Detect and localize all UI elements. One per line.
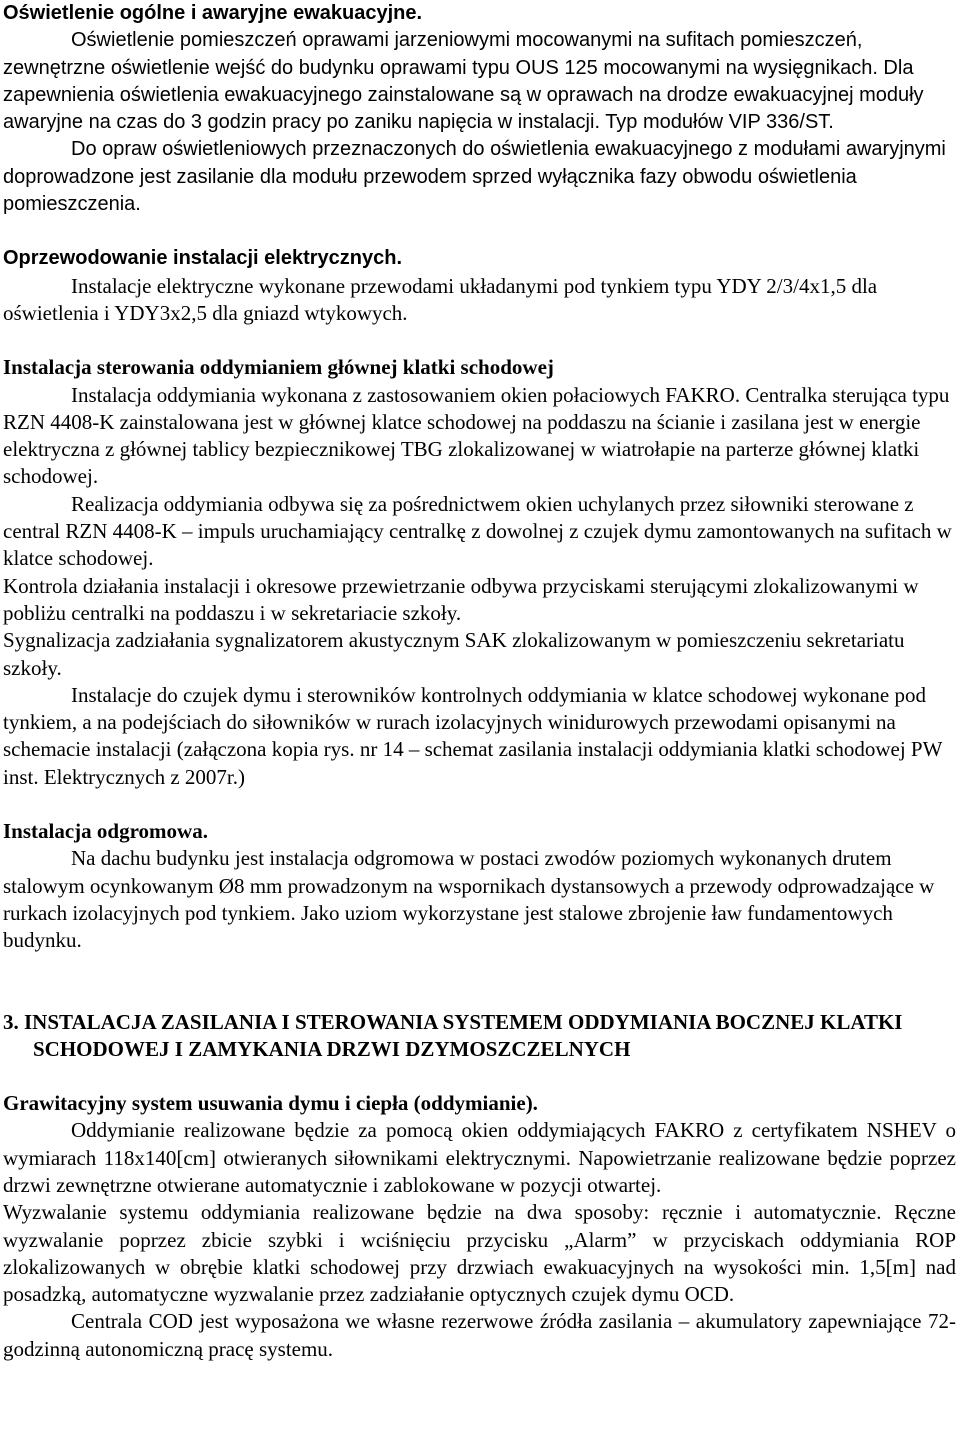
paragraph-gravity-1: Oddymianie realizowane będzie za pomocą okien oddymiających FAKRO z certyfikatem NSHEV o wymiarach 118x140[cm] otwieranych siłownikami elektrycznymi. Napowietrzanie realizowane będzie poprzez drzwi zewnętrzne otwierane automatycznie i zablokowane w pozycji otwartej.	[3, 1118, 956, 1197]
paragraph-lighting-1: Oświetlenie pomieszczeń oprawami jarzeniowymi mocowanymi na sufitach pomieszczeń, zewnętrzne oświetlenie wejść do budynku oprawami typu OUS 125 mocowanymi na wysięgnikach. Dla zapewnienia oświetlenia ewakuacyjnego zainstalowane są w oprawach na drodze ewakuacyjnej moduły awaryjne na czas do 3 godzin pracy po zaniku napięcia w instalacji. Typ modułów VIP 336/ST.	[3, 29, 924, 134]
section-wiring	[3, 245, 956, 327]
paragraph-gravity-3: Centrala COD jest wyposażona we własne rezerwowe źródła zasilania – akumulatory zapewniające 72-godzinną autonomiczną pracę systemu.	[3, 1309, 956, 1361]
section-chapter-3	[3, 1009, 956, 1064]
section-gravity-smoke	[3, 1090, 956, 1363]
chapter-3-title: 3. INSTALACJA ZASILANIA I STEROWANIA SYSTEMEM ODDYMIANIA BOCZNEJ KLATKI SCHODOWEJ I ZAMYKANIA DRZWI DZYMOSZCZELNYCH	[3, 1009, 903, 1061]
paragraph-smoke-5: Instalacje do czujek dymu i sterowników kontrolnych oddymiania w klatce schodowej wykonane pod tynkiem, a na podejściach do siłowników w rurach izolacyjnych winidurowych przewodami opisanymi na schemacie instalacji (załączona kopia rys. nr 14 – schemat zasilania instalacji oddymiania klatki schodowej PW inst. Elektrycznych z 2007r.)	[3, 682, 943, 789]
paragraph-smoke-1: Instalacja oddymiania wykonana z zastosowaniem okien połaciowych FAKRO. Centralka sterująca typu RZN 4408-K zainstalowana jest w głównej klatce schodowej na poddaszu na ścianie i zasilana jest w energie elektryczna z głównej tablicy bezpiecznikowej TBG zlokalizowanej w wiatrołapie na parterze głównej klatki schodowej.	[3, 382, 950, 489]
section-lightning-protection	[3, 818, 956, 954]
section-lighting	[3, 0, 956, 218]
paragraph-gravity-2: Wyzwalanie systemu oddymiania realizowane będzie na dwa sposoby: ręcznie i automatycznie. Ręczne wyzwalanie poprzez zbicie szybki i wciśnięciu przycisku „Alarm” w przyciskach oddymiania ROP zlokalizowanych w obrębie klatki schodowej przy drzwiach ewakuacyjnych na wysokości min. 1,5[m] nad posadzką, automatyczne wyzwalanie przez zadziałanie optycznych czujek dymu OCD.	[3, 1200, 956, 1307]
paragraph-smoke-3: Kontrola działania instalacji i okresowe przewietrzanie odbywa przyciskami sterującymi zlokalizowanymi w pobliżu centralki na poddaszu i w sekretariacie szkoły.	[3, 573, 919, 625]
heading-gravity-smoke: Grawitacyjny system usuwania dymu i ciepła (oddymianie).	[3, 1091, 538, 1116]
heading-wiring: Oprzewodowanie instalacji elektrycznych.	[3, 247, 403, 270]
paragraph-lightning-1: Na dachu budynku jest instalacja odgromowa w postaci zwodów poziomych wykonanych drutem stalowym ocynkowanym Ø8 mm prowadzonym na wspornikach dystansowych a przewody odprowadzające w rurkach izolacyjnych pod tynkiem. Jako uziom wykorzystane jest stalowe zbrojenie ław fundamentowych budynku.	[3, 846, 935, 953]
paragraph-wiring-1: Instalacje elektryczne wykonane przewodami układanymi pod tynkiem typu YDY 2/3/4x1,5 dla oświetlenia i YDY3x2,5 dla gniazd wtykowych.	[3, 273, 878, 325]
heading-smoke-control: Instalacja sterowania oddymianiem głównej klatki schodowej	[3, 355, 554, 380]
paragraph-smoke-2: Realizacja oddymiania odbywa się za pośrednictwem okien uchylanych przez siłowniki sterowane z central RZN 4408-K – impuls uruchamiający centralkę z dowolnej z czujek dymu zamontowanych na sufitach w klatce schodowej.	[3, 491, 952, 571]
heading-lighting: Oświetlenie ogólne i awaryjne ewakuacyjne.	[3, 2, 423, 24]
paragraph-smoke-4: Sygnalizacja zadziałania sygnalizatorem akustycznym SAK zlokalizowanym w pomieszczeniu sekretariatu szkoły.	[3, 628, 905, 680]
section-smoke-control	[3, 354, 956, 791]
paragraph-lighting-2: Do opraw oświetleniowych przeznaczonych do oświetlenia ewakuacyjnego z modułami awaryjnymi doprowadzone jest zasilanie dla modułu przewodem sprzed wyłącznika fazy obwodu oświetlenia pomieszczenia.	[3, 138, 946, 216]
heading-lightning-protection: Instalacja odgromowa.	[3, 819, 208, 844]
